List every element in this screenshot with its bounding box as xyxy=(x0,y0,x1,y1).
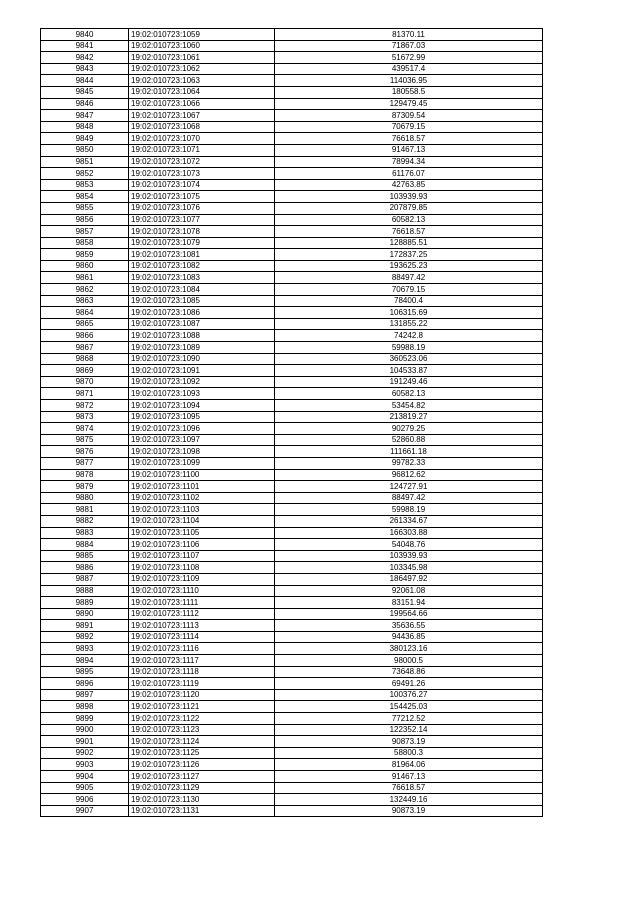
value-cell: 59988.19 xyxy=(275,342,543,354)
value-cell: 61176.07 xyxy=(275,168,543,180)
value-cell: 78400.4 xyxy=(275,295,543,307)
table-row xyxy=(41,272,543,284)
value-cell: 90279.25 xyxy=(275,423,543,435)
row-number-cell: 9903 xyxy=(41,759,129,771)
cadastral-number-cell: 19:02:010723:1102 xyxy=(129,492,275,504)
cadastral-number-cell: 19:02:010723:1124 xyxy=(129,736,275,748)
table-row xyxy=(41,191,543,203)
cadastral-number-cell: 19:02:010723:1070 xyxy=(129,133,275,145)
value-cell: 71867.03 xyxy=(275,40,543,52)
row-number-cell: 9895 xyxy=(41,666,129,678)
cadastral-number-cell: 19:02:010723:1071 xyxy=(129,144,275,156)
value-cell: 94436.85 xyxy=(275,631,543,643)
value-cell: 103939.93 xyxy=(275,550,543,562)
cadastral-number-cell: 19:02:010723:1095 xyxy=(129,411,275,423)
row-number-cell: 9876 xyxy=(41,446,129,458)
value-cell: 42763.85 xyxy=(275,179,543,191)
value-cell: 88497.42 xyxy=(275,492,543,504)
value-cell: 100376.27 xyxy=(275,689,543,701)
cadastral-number-cell: 19:02:010723:1059 xyxy=(129,29,275,41)
table-row xyxy=(41,40,543,52)
table-row xyxy=(41,307,543,319)
row-number-cell: 9873 xyxy=(41,411,129,423)
cadastral-number-cell: 19:02:010723:1091 xyxy=(129,365,275,377)
cadastral-number-cell: 19:02:010723:1072 xyxy=(129,156,275,168)
value-cell: 114036.95 xyxy=(275,75,543,87)
cadastral-number-cell: 19:02:010723:1123 xyxy=(129,724,275,736)
row-number-cell: 9898 xyxy=(41,701,129,713)
row-number-cell: 9857 xyxy=(41,226,129,238)
table-row xyxy=(41,144,543,156)
table-row xyxy=(41,179,543,191)
row-number-cell: 9874 xyxy=(41,423,129,435)
value-cell: 91467.13 xyxy=(275,771,543,783)
table-row xyxy=(41,446,543,458)
cadastral-number-cell: 19:02:010723:1107 xyxy=(129,550,275,562)
table-row xyxy=(41,52,543,64)
cadastral-number-cell: 19:02:010723:1084 xyxy=(129,284,275,296)
cadastral-number-cell: 19:02:010723:1093 xyxy=(129,388,275,400)
row-number-cell: 9896 xyxy=(41,678,129,690)
row-number-cell: 9883 xyxy=(41,527,129,539)
row-number-cell: 9892 xyxy=(41,631,129,643)
cadastral-number-cell: 19:02:010723:1081 xyxy=(129,249,275,261)
value-cell: 90873.19 xyxy=(275,736,543,748)
cadastral-number-cell: 19:02:010723:1119 xyxy=(129,678,275,690)
value-cell: 54048.76 xyxy=(275,539,543,551)
cadastral-number-cell: 19:02:010723:1079 xyxy=(129,237,275,249)
row-number-cell: 9870 xyxy=(41,376,129,388)
value-cell: 81964.06 xyxy=(275,759,543,771)
row-number-cell: 9865 xyxy=(41,318,129,330)
value-cell: 73648.86 xyxy=(275,666,543,678)
cadastral-number-cell: 19:02:010723:1077 xyxy=(129,214,275,226)
value-cell: 103345.98 xyxy=(275,562,543,574)
value-cell: 128885.51 xyxy=(275,237,543,249)
cadastral-number-cell: 19:02:010723:1085 xyxy=(129,295,275,307)
row-number-cell: 9863 xyxy=(41,295,129,307)
value-cell: 92061.08 xyxy=(275,585,543,597)
row-number-cell: 9907 xyxy=(41,805,129,817)
value-cell: 132449.16 xyxy=(275,794,543,806)
table-row xyxy=(41,585,543,597)
table-row xyxy=(41,376,543,388)
row-number-cell: 9847 xyxy=(41,110,129,122)
table-row xyxy=(41,805,543,817)
row-number-cell: 9854 xyxy=(41,191,129,203)
table-row xyxy=(41,655,543,667)
value-cell: 96812.62 xyxy=(275,469,543,481)
row-number-cell: 9868 xyxy=(41,353,129,365)
row-number-cell: 9884 xyxy=(41,539,129,551)
row-number-cell: 9904 xyxy=(41,771,129,783)
row-number-cell: 9841 xyxy=(41,40,129,52)
row-number-cell: 9858 xyxy=(41,237,129,249)
table-row xyxy=(41,133,543,145)
table-row xyxy=(41,318,543,330)
value-cell: 35636.55 xyxy=(275,620,543,632)
table-row xyxy=(41,295,543,307)
value-cell: 91467.13 xyxy=(275,144,543,156)
row-number-cell: 9881 xyxy=(41,504,129,516)
table-row xyxy=(41,747,543,759)
cadastral-number-cell: 19:02:010723:1108 xyxy=(129,562,275,574)
cadastral-number-cell: 19:02:010723:1086 xyxy=(129,307,275,319)
table-row xyxy=(41,353,543,365)
table-row xyxy=(41,214,543,226)
row-number-cell: 9894 xyxy=(41,655,129,667)
value-cell: 70679.15 xyxy=(275,121,543,133)
cadastral-number-cell: 19:02:010723:1110 xyxy=(129,585,275,597)
row-number-cell: 9851 xyxy=(41,156,129,168)
row-number-cell: 9850 xyxy=(41,144,129,156)
value-cell: 76618.57 xyxy=(275,133,543,145)
table-row xyxy=(41,631,543,643)
cadastral-number-cell: 19:02:010723:1112 xyxy=(129,608,275,620)
cadastral-number-cell: 19:02:010723:1118 xyxy=(129,666,275,678)
row-number-cell: 9897 xyxy=(41,689,129,701)
cadastral-number-cell: 19:02:010723:1062 xyxy=(129,63,275,75)
cadastral-number-cell: 19:02:010723:1109 xyxy=(129,573,275,585)
value-cell: 77212.52 xyxy=(275,713,543,725)
value-cell: 129479.45 xyxy=(275,98,543,110)
cadastral-number-cell: 19:02:010723:1090 xyxy=(129,353,275,365)
table-row xyxy=(41,678,543,690)
cadastral-number-cell: 19:02:010723:1120 xyxy=(129,689,275,701)
table-row xyxy=(41,562,543,574)
row-number-cell: 9885 xyxy=(41,550,129,562)
table-row xyxy=(41,504,543,516)
value-cell: 360523.06 xyxy=(275,353,543,365)
table-row xyxy=(41,771,543,783)
value-cell: 122352.14 xyxy=(275,724,543,736)
value-cell: 53454.82 xyxy=(275,400,543,412)
row-number-cell: 9844 xyxy=(41,75,129,87)
table-row xyxy=(41,620,543,632)
row-number-cell: 9906 xyxy=(41,794,129,806)
table-body xyxy=(41,29,543,817)
cadastral-number-cell: 19:02:010723:1126 xyxy=(129,759,275,771)
cadastral-number-cell: 19:02:010723:1096 xyxy=(129,423,275,435)
table-row xyxy=(41,736,543,748)
value-cell: 124727.91 xyxy=(275,481,543,493)
row-number-cell: 9861 xyxy=(41,272,129,284)
cadastral-number-cell: 19:02:010723:1105 xyxy=(129,527,275,539)
value-cell: 76618.57 xyxy=(275,782,543,794)
value-cell: 88497.42 xyxy=(275,272,543,284)
value-cell: 87309.54 xyxy=(275,110,543,122)
row-number-cell: 9880 xyxy=(41,492,129,504)
value-cell: 186497.92 xyxy=(275,573,543,585)
table-row xyxy=(41,121,543,133)
cadastral-number-cell: 19:02:010723:1063 xyxy=(129,75,275,87)
value-cell: 103939.93 xyxy=(275,191,543,203)
row-number-cell: 9905 xyxy=(41,782,129,794)
row-number-cell: 9871 xyxy=(41,388,129,400)
value-cell: 90873.19 xyxy=(275,805,543,817)
row-number-cell: 9862 xyxy=(41,284,129,296)
table-row xyxy=(41,388,543,400)
row-number-cell: 9866 xyxy=(41,330,129,342)
value-cell: 106315.69 xyxy=(275,307,543,319)
cadastral-number-cell: 19:02:010723:1075 xyxy=(129,191,275,203)
cadastral-number-cell: 19:02:010723:1111 xyxy=(129,597,275,609)
value-cell: 59988.19 xyxy=(275,504,543,516)
table-row xyxy=(41,701,543,713)
table-row xyxy=(41,481,543,493)
cadastral-number-cell: 19:02:010723:1092 xyxy=(129,376,275,388)
value-cell: 70679.15 xyxy=(275,284,543,296)
value-cell: 81370.11 xyxy=(275,29,543,41)
value-cell: 111661.18 xyxy=(275,446,543,458)
table-row xyxy=(41,550,543,562)
cadastral-number-cell: 19:02:010723:1114 xyxy=(129,631,275,643)
value-cell: 51672.99 xyxy=(275,52,543,64)
cadastral-number-cell: 19:02:010723:1103 xyxy=(129,504,275,516)
row-number-cell: 9875 xyxy=(41,434,129,446)
cadastral-number-cell: 19:02:010723:1106 xyxy=(129,539,275,551)
table-row xyxy=(41,342,543,354)
value-cell: 60582.13 xyxy=(275,214,543,226)
table-row xyxy=(41,330,543,342)
data-table xyxy=(40,28,543,817)
table-row xyxy=(41,457,543,469)
row-number-cell: 9842 xyxy=(41,52,129,64)
value-cell: 99782.33 xyxy=(275,457,543,469)
row-number-cell: 9893 xyxy=(41,643,129,655)
table-row xyxy=(41,411,543,423)
cadastral-number-cell: 19:02:010723:1104 xyxy=(129,515,275,527)
value-cell: 380123.16 xyxy=(275,643,543,655)
row-number-cell: 9845 xyxy=(41,86,129,98)
cadastral-number-cell: 19:02:010723:1113 xyxy=(129,620,275,632)
value-cell: 166303.88 xyxy=(275,527,543,539)
cadastral-number-cell: 19:02:010723:1130 xyxy=(129,794,275,806)
table-row xyxy=(41,168,543,180)
cadastral-number-cell: 19:02:010723:1076 xyxy=(129,202,275,214)
value-cell: 193625.23 xyxy=(275,260,543,272)
value-cell: 191249.46 xyxy=(275,376,543,388)
cadastral-number-cell: 19:02:010723:1097 xyxy=(129,434,275,446)
row-number-cell: 9852 xyxy=(41,168,129,180)
table-row xyxy=(41,643,543,655)
cadastral-number-cell: 19:02:010723:1100 xyxy=(129,469,275,481)
value-cell: 172837.25 xyxy=(275,249,543,261)
table-row xyxy=(41,608,543,620)
table-row xyxy=(41,527,543,539)
row-number-cell: 9879 xyxy=(41,481,129,493)
table-row xyxy=(41,713,543,725)
table-row xyxy=(41,515,543,527)
table-row xyxy=(41,237,543,249)
row-number-cell: 9891 xyxy=(41,620,129,632)
cadastral-number-cell: 19:02:010723:1094 xyxy=(129,400,275,412)
table-row xyxy=(41,86,543,98)
row-number-cell: 9869 xyxy=(41,365,129,377)
cadastral-number-cell: 19:02:010723:1125 xyxy=(129,747,275,759)
cadastral-number-cell: 19:02:010723:1088 xyxy=(129,330,275,342)
cadastral-number-cell: 19:02:010723:1129 xyxy=(129,782,275,794)
cadastral-number-cell: 19:02:010723:1074 xyxy=(129,179,275,191)
row-number-cell: 9864 xyxy=(41,307,129,319)
row-number-cell: 9872 xyxy=(41,400,129,412)
row-number-cell: 9843 xyxy=(41,63,129,75)
value-cell: 69491.26 xyxy=(275,678,543,690)
row-number-cell: 9888 xyxy=(41,585,129,597)
value-cell: 60582.13 xyxy=(275,388,543,400)
cadastral-number-cell: 19:02:010723:1068 xyxy=(129,121,275,133)
table-row xyxy=(41,782,543,794)
value-cell: 78994.34 xyxy=(275,156,543,168)
row-number-cell: 9899 xyxy=(41,713,129,725)
table-row xyxy=(41,573,543,585)
cadastral-number-cell: 19:02:010723:1098 xyxy=(129,446,275,458)
cadastral-number-cell: 19:02:010723:1064 xyxy=(129,86,275,98)
table-row xyxy=(41,794,543,806)
value-cell: 76618.57 xyxy=(275,226,543,238)
table-row xyxy=(41,29,543,41)
cadastral-number-cell: 19:02:010723:1087 xyxy=(129,318,275,330)
value-cell: 213819.27 xyxy=(275,411,543,423)
cadastral-number-cell: 19:02:010723:1127 xyxy=(129,771,275,783)
row-number-cell: 9900 xyxy=(41,724,129,736)
row-number-cell: 9886 xyxy=(41,562,129,574)
table-row xyxy=(41,400,543,412)
row-number-cell: 9890 xyxy=(41,608,129,620)
cadastral-number-cell: 19:02:010723:1121 xyxy=(129,701,275,713)
table-row xyxy=(41,110,543,122)
table-row xyxy=(41,423,543,435)
table-row xyxy=(41,469,543,481)
cadastral-number-cell: 19:02:010723:1117 xyxy=(129,655,275,667)
cadastral-number-cell: 19:02:010723:1060 xyxy=(129,40,275,52)
table-row xyxy=(41,284,543,296)
table-row xyxy=(41,759,543,771)
cadastral-number-cell: 19:02:010723:1131 xyxy=(129,805,275,817)
row-number-cell: 9856 xyxy=(41,214,129,226)
row-number-cell: 9902 xyxy=(41,747,129,759)
table-row xyxy=(41,63,543,75)
value-cell: 104533.87 xyxy=(275,365,543,377)
row-number-cell: 9877 xyxy=(41,457,129,469)
row-number-cell: 9889 xyxy=(41,597,129,609)
value-cell: 83151.94 xyxy=(275,597,543,609)
table-row xyxy=(41,689,543,701)
cadastral-number-cell: 19:02:010723:1089 xyxy=(129,342,275,354)
cadastral-number-cell: 19:02:010723:1122 xyxy=(129,713,275,725)
row-number-cell: 9859 xyxy=(41,249,129,261)
row-number-cell: 9855 xyxy=(41,202,129,214)
row-number-cell: 9887 xyxy=(41,573,129,585)
value-cell: 439517.4 xyxy=(275,63,543,75)
cadastral-number-cell: 19:02:010723:1066 xyxy=(129,98,275,110)
row-number-cell: 9849 xyxy=(41,133,129,145)
value-cell: 52860.88 xyxy=(275,434,543,446)
table-row xyxy=(41,434,543,446)
table-row xyxy=(41,365,543,377)
cadastral-number-cell: 19:02:010723:1078 xyxy=(129,226,275,238)
value-cell: 131855.22 xyxy=(275,318,543,330)
table-row xyxy=(41,226,543,238)
table-row xyxy=(41,156,543,168)
cadastral-number-cell: 19:02:010723:1083 xyxy=(129,272,275,284)
value-cell: 207879.85 xyxy=(275,202,543,214)
row-number-cell: 9848 xyxy=(41,121,129,133)
row-number-cell: 9878 xyxy=(41,469,129,481)
table-row xyxy=(41,666,543,678)
table-row xyxy=(41,539,543,551)
cadastral-number-cell: 19:02:010723:1061 xyxy=(129,52,275,64)
value-cell: 74242.8 xyxy=(275,330,543,342)
table-row xyxy=(41,492,543,504)
table-row xyxy=(41,202,543,214)
cadastral-number-cell: 19:02:010723:1067 xyxy=(129,110,275,122)
value-cell: 199564.66 xyxy=(275,608,543,620)
cadastral-number-cell: 19:02:010723:1082 xyxy=(129,260,275,272)
table-row xyxy=(41,98,543,110)
table-row xyxy=(41,75,543,87)
value-cell: 180558.5 xyxy=(275,86,543,98)
cadastral-number-cell: 19:02:010723:1116 xyxy=(129,643,275,655)
table-row xyxy=(41,724,543,736)
row-number-cell: 9867 xyxy=(41,342,129,354)
row-number-cell: 9860 xyxy=(41,260,129,272)
row-number-cell: 9901 xyxy=(41,736,129,748)
table-row xyxy=(41,249,543,261)
value-cell: 98000.5 xyxy=(275,655,543,667)
table-row xyxy=(41,260,543,272)
table-row xyxy=(41,597,543,609)
cadastral-number-cell: 19:02:010723:1073 xyxy=(129,168,275,180)
cadastral-number-cell: 19:02:010723:1099 xyxy=(129,457,275,469)
row-number-cell: 9882 xyxy=(41,515,129,527)
value-cell: 261334.67 xyxy=(275,515,543,527)
cadastral-number-cell: 19:02:010723:1101 xyxy=(129,481,275,493)
row-number-cell: 9840 xyxy=(41,29,129,41)
value-cell: 154425.03 xyxy=(275,701,543,713)
row-number-cell: 9853 xyxy=(41,179,129,191)
row-number-cell: 9846 xyxy=(41,98,129,110)
value-cell: 58800.3 xyxy=(275,747,543,759)
